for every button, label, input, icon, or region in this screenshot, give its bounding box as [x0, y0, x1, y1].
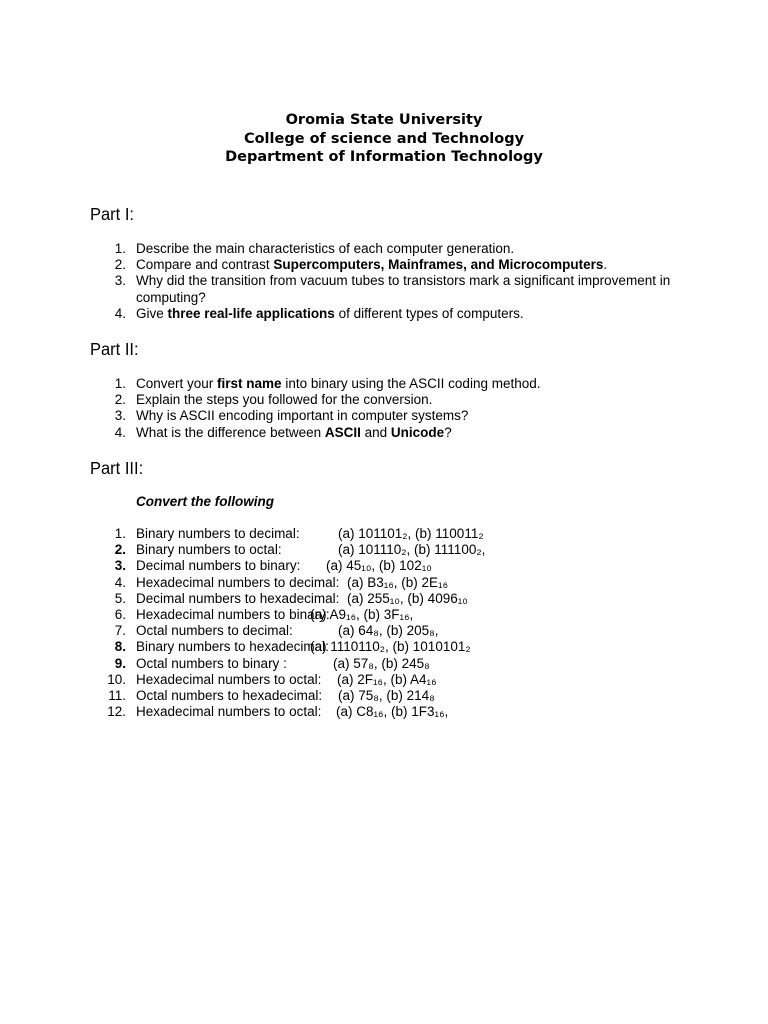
conversion-values: (a) A9₁₆, (b) 3F₁₆, — [310, 606, 414, 622]
conversion-label: Binary numbers to hexadecimal: — [136, 639, 329, 655]
conversion-item — [0, 575, 768, 591]
conversion-values: (a) 255₁₀, (b) 4096₁₀ — [347, 590, 468, 606]
conversion-label: Decimal numbers to hexadecimal: — [136, 590, 340, 606]
conversion-label: Binary numbers to octal: — [136, 542, 282, 558]
department-name: Department of Information Technology — [225, 149, 543, 165]
list-item: 4. What is the difference between ASCII and Unicode? — [114, 424, 452, 440]
conversion-item — [0, 558, 768, 574]
conversion-label: Hexadecimal numbers to decimal: — [136, 574, 340, 590]
conversion-label: Octal numbers to hexadecimal: — [136, 687, 323, 703]
item-number: 12. — [107, 704, 126, 720]
item-number: 2. — [114, 542, 126, 558]
conversion-values: (a) 1110110₂, (b) 1010101₂ — [310, 639, 471, 655]
item-number: 6. — [114, 606, 126, 622]
list-item: 1. Convert your first name into binary using the ASCII coding method. — [114, 376, 541, 391]
conversion-item — [0, 688, 768, 704]
conversion-label: Octal numbers to decimal: — [136, 623, 293, 639]
item-number: 11. — [108, 687, 126, 703]
conversion-values: (a) C8₁₆, (b) 1F3₁₆, — [336, 704, 449, 720]
conversion-label: Hexadecimal numbers to binary: — [136, 606, 330, 622]
conversion-item — [0, 704, 768, 720]
item-number: 5. — [114, 590, 126, 606]
part1-list — [0, 241, 768, 322]
conversion-label: Octal numbers to binary : — [136, 655, 287, 671]
list-item: 4. Give three real-life applications of different types of computers. — [114, 305, 524, 321]
item-number: 7. — [114, 623, 126, 639]
list-item: 2. Compare and contrast Supercomputers, Mainframes, and Microcomputers. — [114, 257, 608, 273]
conversion-item — [0, 623, 768, 639]
item-number: 4. — [114, 574, 126, 590]
conversion-values: (a) 101101₂, (b) 110011₂ — [338, 526, 484, 541]
part3-instruction: Convert the following — [136, 494, 274, 509]
part2-heading: Part II: — [90, 340, 139, 360]
conversion-label: Binary numbers to decimal: — [136, 526, 300, 541]
item-number: 1. — [114, 526, 126, 541]
list-item: 3. Why did the transition from vacuum tubes to transistors mark a significant improvement in computing? — [114, 273, 671, 305]
conversion-label: Decimal numbers to binary: — [136, 558, 301, 574]
item-number: 10. — [107, 671, 126, 687]
part1-heading: Part I: — [90, 205, 135, 225]
item-number: 9. — [114, 655, 126, 671]
conversion-item — [0, 526, 768, 542]
conversion-values: (a) B3₁₆, (b) 2E₁₆ — [347, 574, 449, 590]
conversion-item — [0, 607, 768, 623]
conversion-values: (a) 101110₂, (b) 111100₂, — [338, 542, 486, 558]
list-item: 1. Describe the main characteristics of each computer generation. — [114, 241, 515, 256]
conversion-item — [0, 542, 768, 558]
conversion-values: (a) 45₁₀, (b) 102₁₀ — [326, 558, 432, 574]
conversion-item — [0, 639, 768, 655]
conversion-values: (a) 75₈, (b) 214₈ — [338, 687, 435, 703]
university-name: Oromia State University — [285, 112, 483, 128]
conversion-label: Hexadecimal numbers to octal: — [136, 704, 322, 720]
part3-heading: Part III: — [90, 459, 144, 479]
part2-list — [0, 376, 768, 441]
college-name: College of science and Technology — [243, 130, 525, 147]
document-header — [0, 111, 768, 167]
conversion-values: (a) 57₈, (b) 245₈ — [333, 655, 430, 671]
conversion-item — [0, 672, 768, 688]
part3-list — [0, 526, 768, 720]
conversion-item — [0, 656, 768, 672]
list-item: 3. Why is ASCII encoding important in computer systems? — [114, 408, 469, 424]
conversion-values: (a) 64₈, (b) 205₈, — [338, 623, 439, 639]
conversion-label: Hexadecimal numbers to octal: — [136, 671, 322, 687]
conversion-item — [0, 591, 768, 607]
list-item: 2. Explain the steps you followed for the conversion. — [114, 392, 433, 408]
conversion-values: (a) 2F₁₆, (b) A4₁₆ — [337, 671, 437, 687]
item-number: 8. — [114, 639, 126, 655]
item-number: 3. — [114, 558, 126, 574]
